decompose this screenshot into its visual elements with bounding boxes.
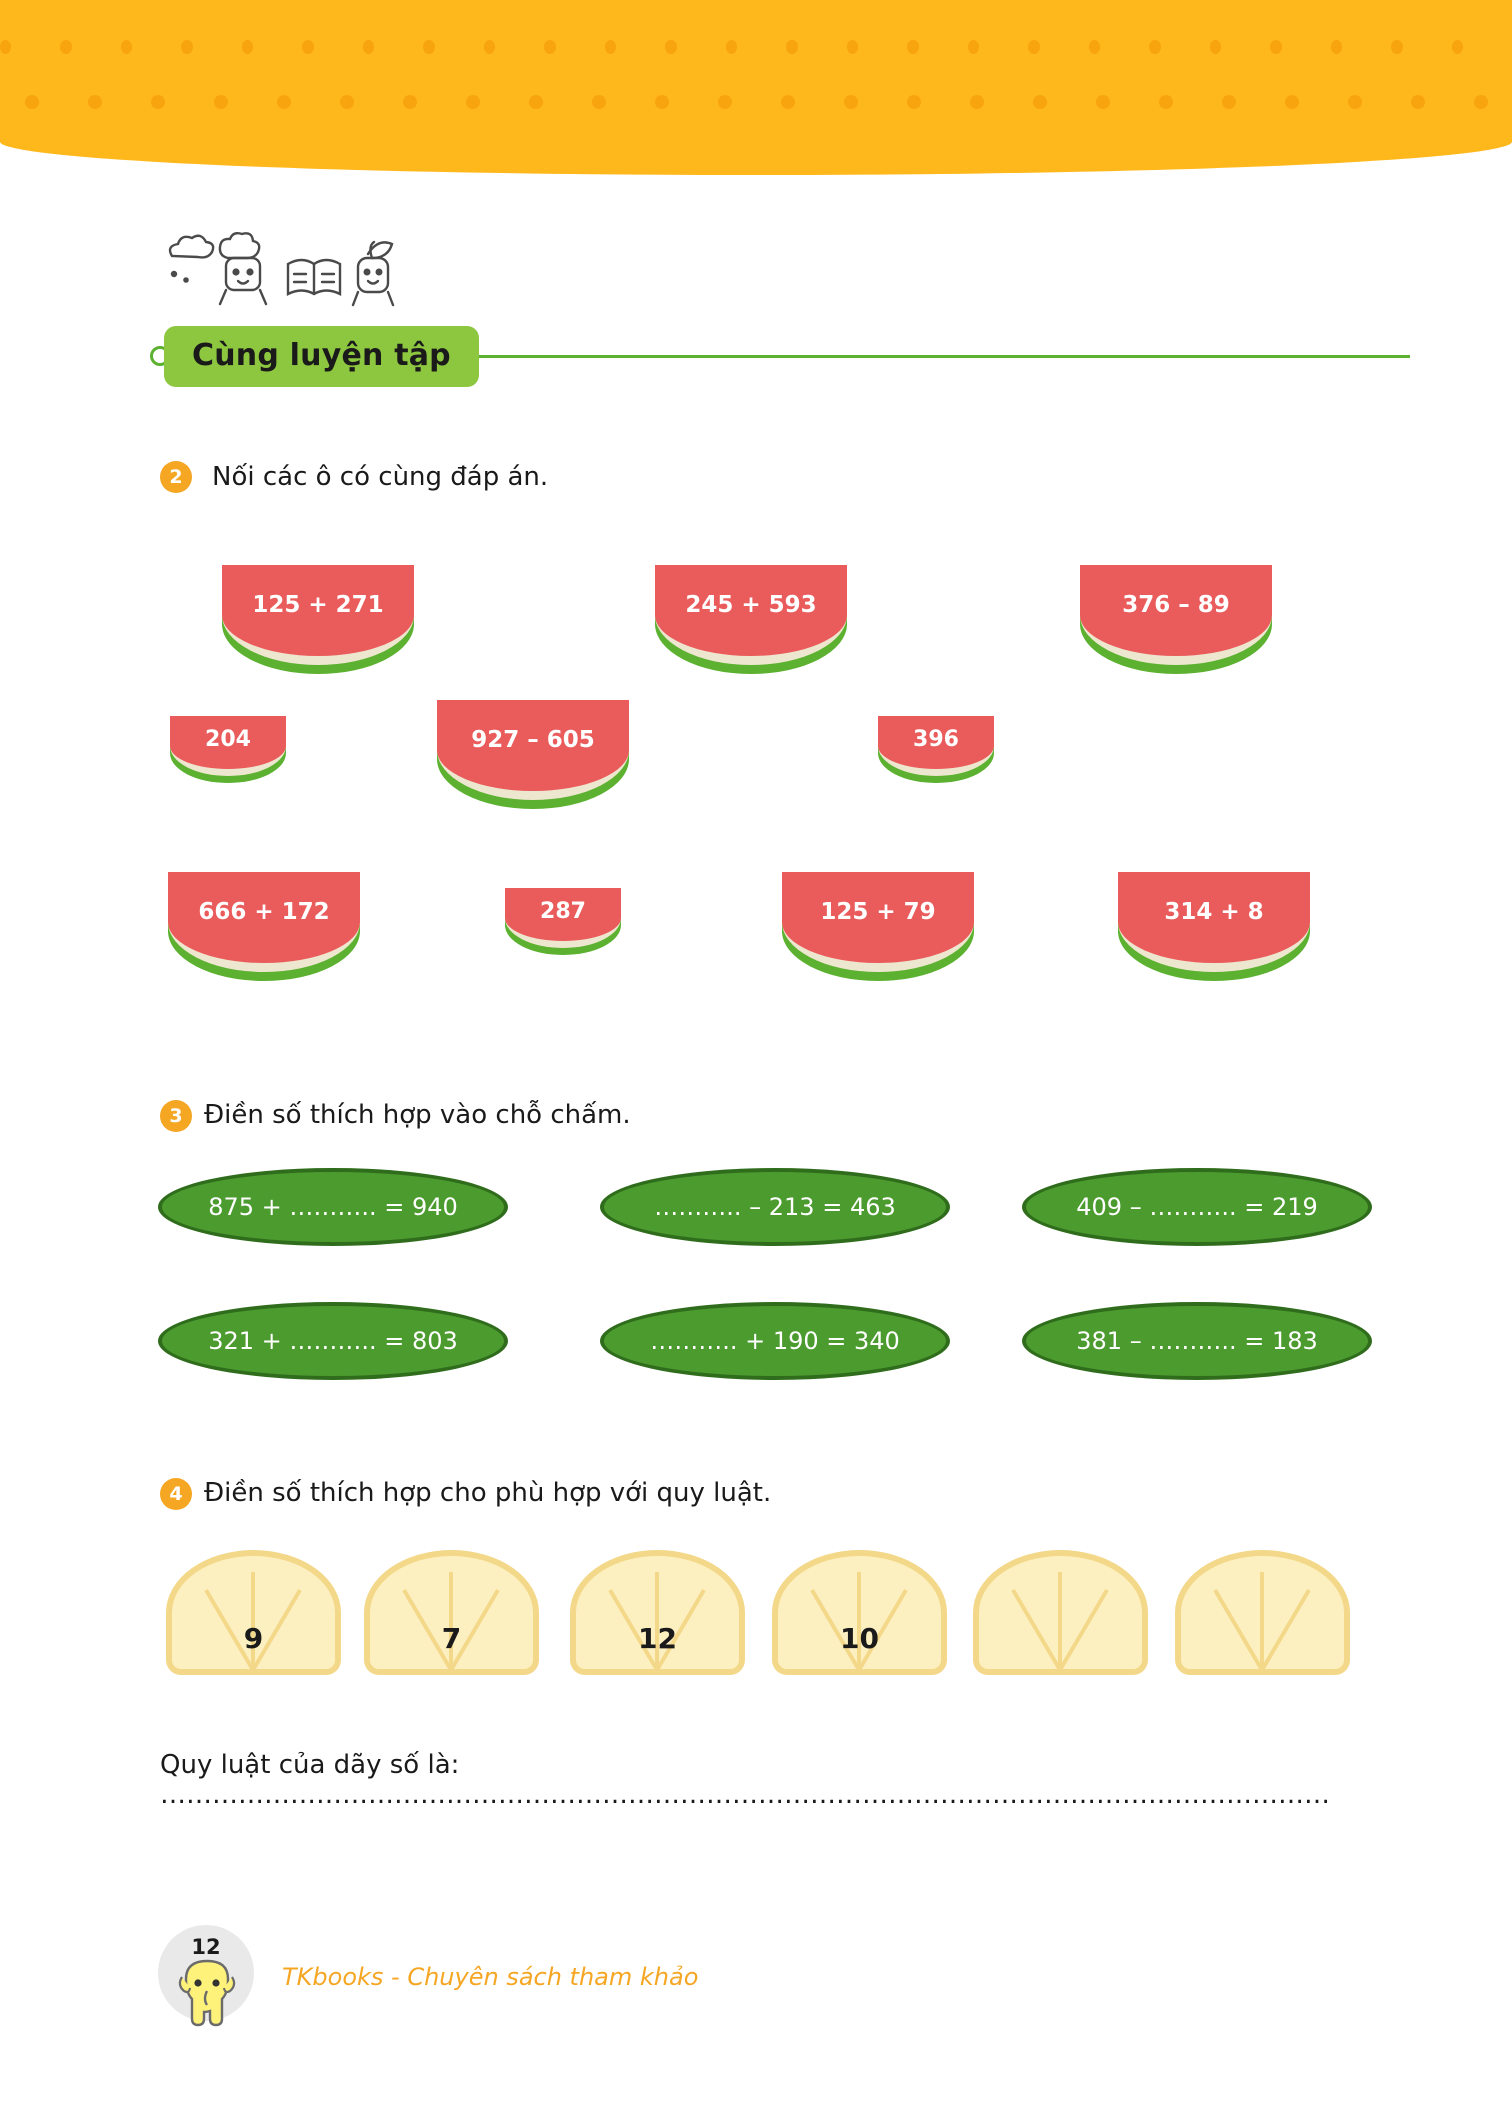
dot (544, 40, 555, 54)
dot (88, 95, 102, 109)
dot (529, 95, 543, 109)
dot (1474, 95, 1488, 109)
cucumber-text: 321 + ……….. = 803 (208, 1327, 458, 1355)
dot (403, 95, 417, 109)
dot (25, 95, 39, 109)
dot (242, 40, 253, 54)
dot (60, 40, 71, 54)
dot (214, 95, 228, 109)
melon-label: 927 – 605 (471, 726, 595, 753)
dot (484, 40, 495, 54)
melon-small[interactable] (170, 716, 286, 776)
dot (1285, 95, 1299, 109)
exercise-4-number: 4 (160, 1478, 192, 1510)
lemon-slice[interactable] (364, 1550, 539, 1675)
melon-label: 376 – 89 (1122, 591, 1230, 618)
cucumber-text: 381 – ……….. = 183 (1076, 1327, 1318, 1355)
dot (907, 40, 918, 54)
cucumber-text: ……….. + 190 = 340 (650, 1327, 900, 1355)
top-decorative-band (0, 0, 1512, 185)
lemon-slice[interactable] (570, 1550, 745, 1675)
exercise-2-instruction: Nối các ô có cùng đáp án. (212, 462, 549, 492)
dot (1210, 40, 1221, 54)
melon-label: 204 (205, 727, 251, 752)
cucumber-blank[interactable] (1022, 1302, 1372, 1380)
dot (151, 95, 165, 109)
band-dot-row-1 (0, 40, 1512, 54)
dot (781, 95, 795, 109)
dot (1096, 95, 1110, 109)
dot (1028, 40, 1039, 54)
cucumber-blank[interactable] (600, 1168, 950, 1246)
dot (1411, 95, 1425, 109)
dot (907, 95, 921, 109)
melon-big[interactable] (1080, 565, 1272, 665)
dot (665, 40, 676, 54)
dot (1348, 95, 1362, 109)
dot (970, 95, 984, 109)
melon-small[interactable] (505, 888, 621, 948)
dot (277, 95, 291, 109)
elephant-icon (176, 1957, 238, 2031)
melon-label: 125 + 271 (252, 591, 384, 618)
dot (1149, 40, 1160, 54)
cucumber-blank[interactable] (158, 1168, 508, 1246)
dot (302, 40, 313, 54)
dot (1033, 95, 1047, 109)
exercise-3-number: 3 (160, 1100, 192, 1132)
dot (844, 95, 858, 109)
dot (655, 95, 669, 109)
melon-label: 125 + 79 (820, 898, 936, 925)
melon-big[interactable] (1118, 872, 1310, 972)
dot (847, 40, 858, 54)
dot (718, 95, 732, 109)
cucumber-text: 409 – ……….. = 219 (1076, 1193, 1318, 1221)
dot (605, 40, 616, 54)
dot (592, 95, 606, 109)
melon-label: 245 + 593 (685, 591, 817, 618)
dot (363, 40, 374, 54)
exercise-2-number: 2 (160, 461, 192, 493)
lemon-slice[interactable] (166, 1550, 341, 1675)
mascot-doodle-group (160, 228, 510, 318)
dot (0, 40, 11, 54)
lemon-number: 9 (243, 1622, 264, 1655)
cucumber-blank[interactable] (600, 1302, 950, 1380)
melon-big[interactable] (655, 565, 847, 665)
cucumber-text: ……….. – 213 = 463 (654, 1193, 896, 1221)
band-dot-row-2 (25, 95, 1512, 109)
cucumber-blank[interactable] (158, 1302, 508, 1380)
dot (1159, 95, 1173, 109)
dot (786, 40, 797, 54)
lemon-number: 10 (840, 1622, 879, 1655)
melon-big[interactable] (782, 872, 974, 972)
dot (1331, 40, 1342, 54)
melon-big[interactable] (168, 872, 360, 972)
cucumber-text: 875 + ……….. = 940 (208, 1193, 458, 1221)
section-title: Cùng luyện tập (164, 326, 479, 387)
rule-answer-line[interactable]: Quy luật của dãy số là: ……………………………………………………………………………………………………………………… (160, 1750, 1330, 1810)
melon-small[interactable] (878, 716, 994, 776)
dot (181, 40, 192, 54)
lemon-slice-empty[interactable] (973, 1550, 1148, 1675)
dot (121, 40, 132, 54)
melon-big[interactable] (222, 565, 414, 665)
dot (1089, 40, 1100, 54)
exercise-3-instruction: Điền số thích hợp vào chỗ chấm. (204, 1100, 631, 1130)
melon-label: 666 + 172 (198, 898, 330, 925)
dot (1452, 40, 1463, 54)
footer-text: TKbooks - Chuyên sách tham khảo (282, 1963, 699, 1991)
dot (1270, 40, 1281, 54)
melon-label: 396 (913, 727, 959, 752)
section-header (150, 320, 1410, 390)
dot (423, 40, 434, 54)
cucumber-blank[interactable] (1022, 1168, 1372, 1246)
dot (968, 40, 979, 54)
dot (466, 95, 480, 109)
dot (1391, 40, 1402, 54)
dot (726, 40, 737, 54)
lemon-slice[interactable] (772, 1550, 947, 1675)
exercise-4-instruction: Điền số thích hợp cho phù hợp với quy luật. (204, 1478, 772, 1508)
melon-label: 314 + 8 (1164, 898, 1264, 925)
lemon-number: 12 (638, 1622, 677, 1655)
melon-big[interactable] (437, 700, 629, 800)
dot (1222, 95, 1236, 109)
dot (340, 95, 354, 109)
band-fill (0, 0, 1512, 175)
lemon-number: 7 (441, 1622, 462, 1655)
melon-label: 287 (540, 899, 586, 924)
page-number: 12 (191, 1935, 221, 1959)
lemon-slice-empty[interactable] (1175, 1550, 1350, 1675)
